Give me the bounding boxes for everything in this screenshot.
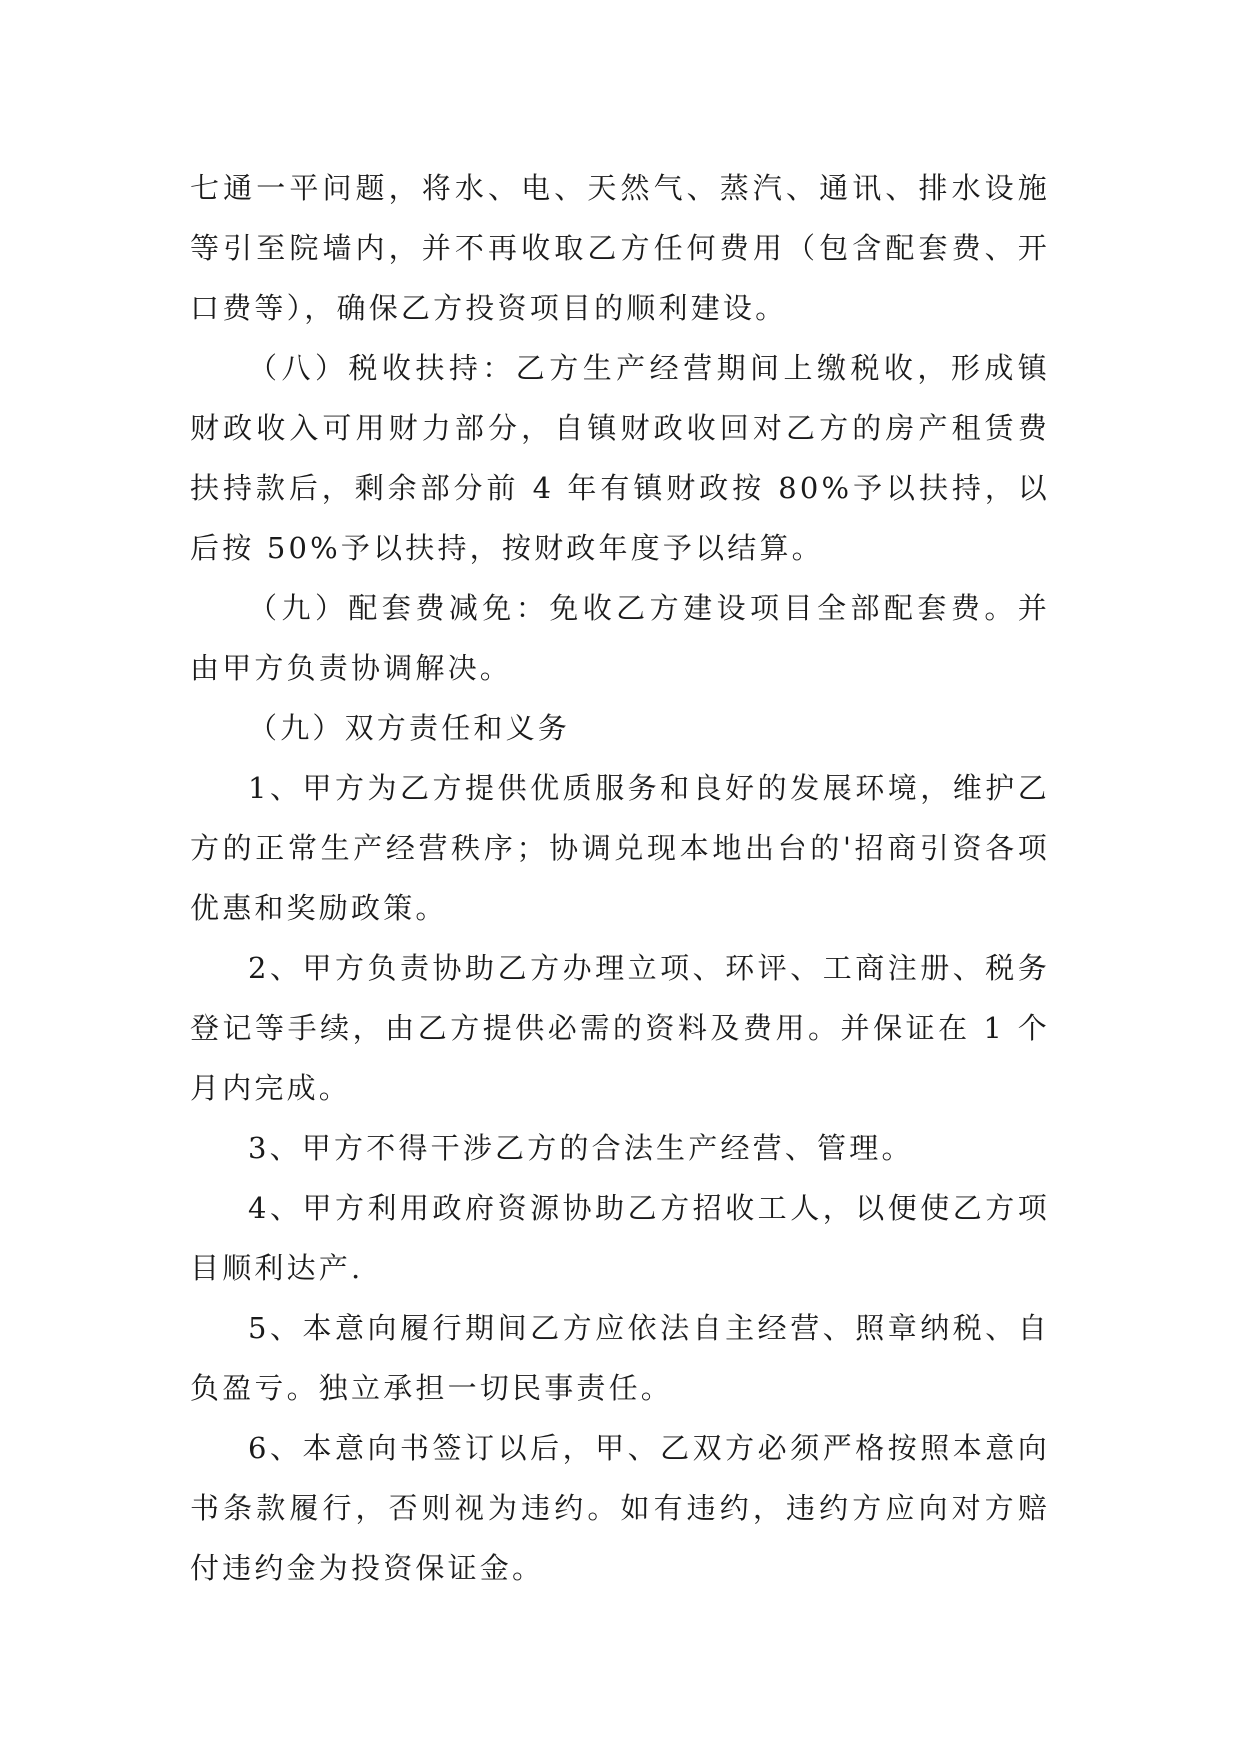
section-heading-responsibilities: （九）双方责任和义务 [248, 711, 571, 745]
clause-3: 3、甲方不得干涉乙方的合法生产经营、管理。 [248, 1131, 914, 1165]
document-body [190, 158, 1050, 1598]
paragraph-infrastructure: 七通一平问题，将水、电、天然气、蒸汽、通讯、排水设施等引至院墙内，并不再收取乙方任何费用（包含配套费、开口费等），确保乙方投资项目的顺利建设。 [190, 171, 1050, 325]
clause-1: 1、甲方为乙方提供优质服务和良好的发展环境，维护乙方的正常生产经营秩序；协调兑现本地出台的'招商引资各项优惠和奖励政策。 [190, 771, 1050, 925]
clause-4: 4、甲方利用政府资源协助乙方招收工人，以便使乙方项目顺利达产. [190, 1191, 1050, 1285]
paragraph-fee-exemption: （九）配套费减免：免收乙方建设项目全部配套费。并由甲方负责协调解决。 [190, 591, 1050, 685]
clause-6: 6、本意向书签订以后，甲、乙双方必须严格按照本意向书条款履行，否则视为违约。如有违约，违约方应向对方赔付违约金为投资保证金。 [190, 1431, 1050, 1585]
clause-5: 5、本意向履行期间乙方应依法自主经营、照章纳税、自负盈亏。独立承担一切民事责任。 [190, 1311, 1050, 1405]
clause-2: 2、甲方负责协助乙方办理立项、环评、工商注册、税务登记等手续，由乙方提供必需的资料及费用。并保证在 1 个月内完成。 [190, 951, 1050, 1105]
paragraph-tax-support: （八）税收扶持：乙方生产经营期间上缴税收，形成镇财政收入可用财力部分，自镇财政收回对乙方的房产租赁费扶持款后，剩余部分前 4 年有镇财政按 80%予以扶持，以后按 50%予以扶持，按财政年度予以结算。 [190, 351, 1050, 565]
